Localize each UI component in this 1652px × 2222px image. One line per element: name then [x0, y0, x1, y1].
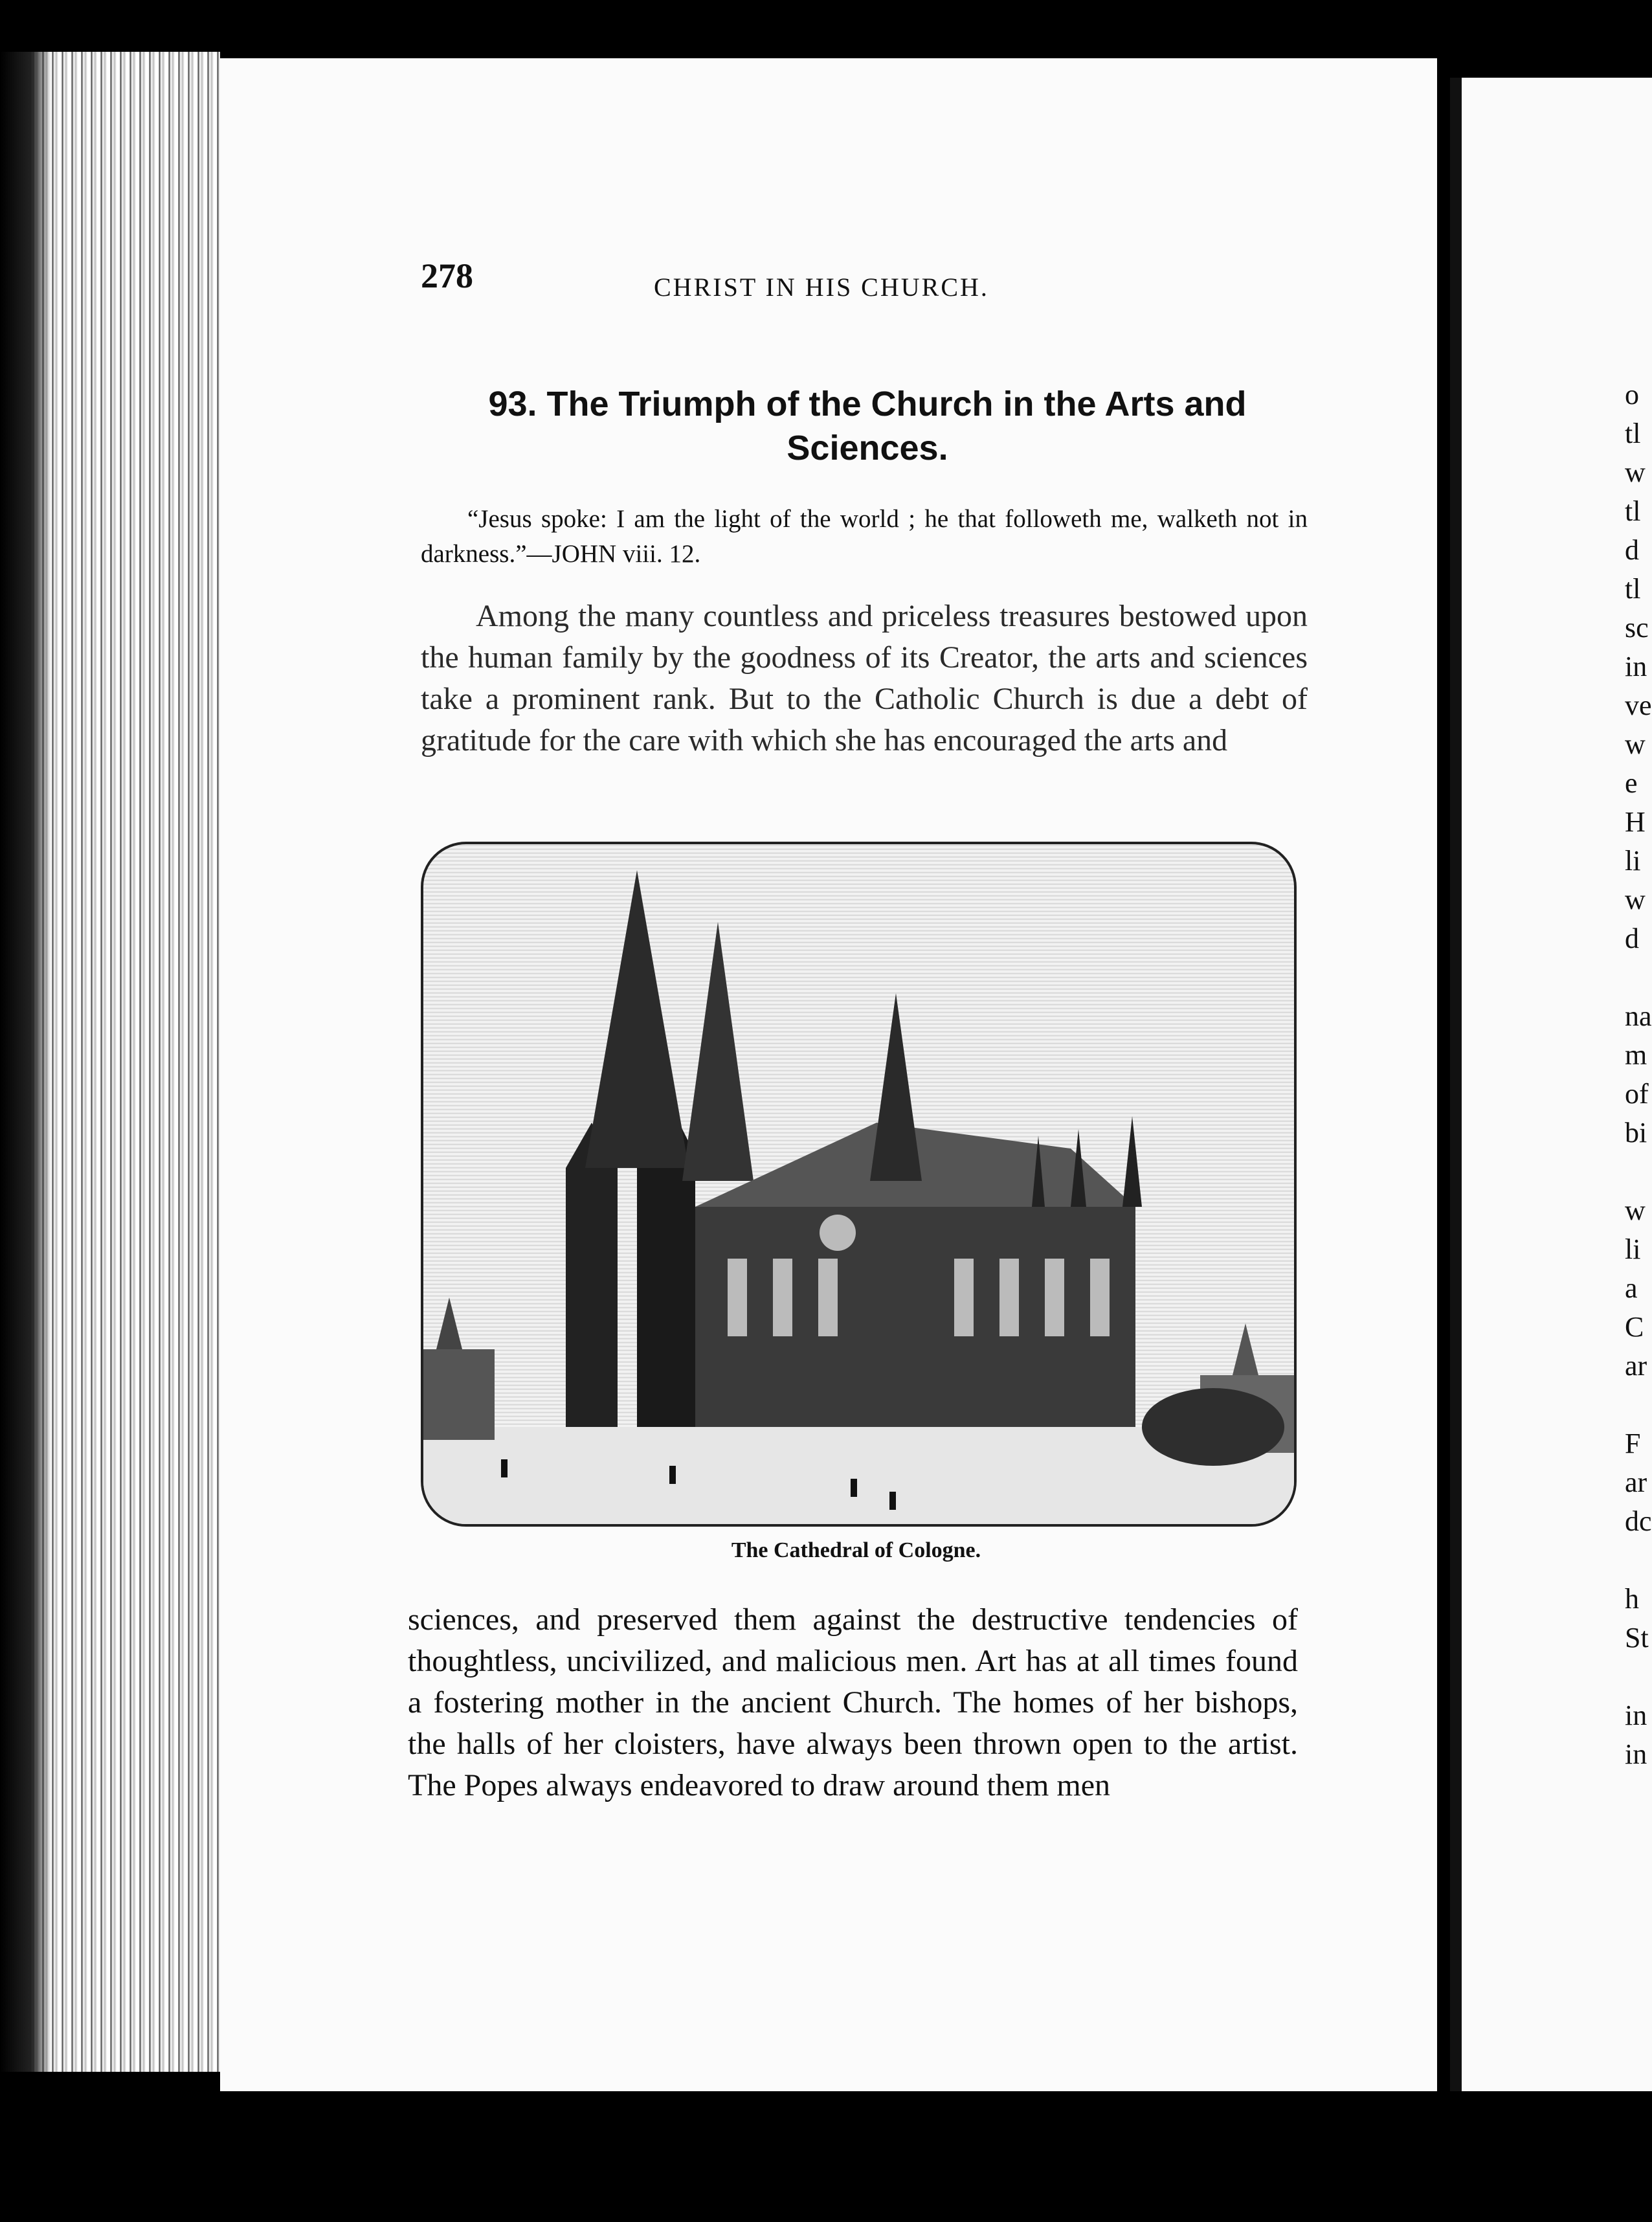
right-page-fragment: ar — [1625, 1350, 1647, 1382]
right-page-fragment: dc — [1625, 1505, 1652, 1537]
scan-border-top — [0, 0, 1652, 60]
body-paragraph-bottom: sciences, and preserved them against the destructive tendencies of thoughtless, uncivilized, and malicious men. Art has at all times found a fostering mother in the ancient Church. The homes of her bishops, the halls of her cloisters, have always been thrown open to the artist. The Popes always endeavored to draw around them men — [408, 1602, 1298, 1802]
right-page-fragment: w — [1625, 884, 1646, 915]
scan-border-bottom — [0, 2091, 1652, 2222]
right-page-fragment: in — [1625, 651, 1647, 682]
right-page-fragment — [1625, 958, 1652, 997]
right-page-fragment: in — [1625, 1700, 1647, 1731]
right-page-fragment: w — [1625, 1195, 1646, 1226]
right-page-fragment: tl — [1625, 495, 1641, 527]
right-page-text-fragments — [1625, 376, 1652, 1774]
right-page-fragment: h — [1625, 1583, 1639, 1615]
right-page — [1450, 78, 1652, 2091]
right-page-fragment: H — [1625, 806, 1646, 838]
right-page-fragment: ar — [1625, 1466, 1647, 1498]
cathedral-engraving — [423, 844, 1294, 1524]
right-page-fragment: na — [1625, 1000, 1652, 1032]
book-spine-shadow — [0, 52, 52, 2072]
right-page-fragment — [1625, 1541, 1652, 1580]
right-page-fragment: li — [1625, 1233, 1641, 1265]
right-page-fragment: sc — [1625, 612, 1649, 644]
right-page-fragment: ve — [1625, 690, 1652, 721]
right-page-fragment — [1625, 1657, 1652, 1696]
section-title: 93. The Triumph of the Church in the Arts and Sciences. — [488, 385, 1247, 467]
right-page-fragment — [1625, 1386, 1652, 1424]
page-number: 278 — [421, 256, 473, 295]
right-page-fragment: m — [1625, 1039, 1647, 1071]
right-page-fragment: St — [1625, 1622, 1649, 1654]
figure-caption: The Cathedral of Cologne. — [731, 1538, 981, 1562]
right-page-fragment: w — [1625, 728, 1646, 760]
right-page-fragment: li — [1625, 845, 1641, 877]
right-page-fragment: d — [1625, 534, 1639, 566]
running-title: CHRIST IN HIS CHURCH. — [654, 273, 989, 302]
right-page-fragment: w — [1625, 456, 1646, 488]
right-page-fragment: of — [1625, 1078, 1649, 1110]
right-page-fragment: C — [1625, 1311, 1644, 1343]
right-page-fragment: F — [1625, 1428, 1641, 1459]
right-page-fragment: tl — [1625, 573, 1641, 605]
right-page-fragment: a — [1625, 1272, 1638, 1304]
right-page-fragment — [1625, 1152, 1652, 1191]
body-paragraph-top: Among the many countless and priceless treasures bestowed upon the human family by the goodness of its Creator, the arts and sciences take a prominent rank. But to the Catholic Church is due a debt of gratitude for the care with which she has encouraged the arts and — [421, 599, 1308, 758]
right-page-fragment: bi — [1625, 1117, 1647, 1149]
right-page-fragment: d — [1625, 923, 1639, 954]
right-page-fragment: e — [1625, 767, 1638, 799]
right-page-fragment: o — [1625, 379, 1639, 410]
epigraph: “Jesus spoke: I am the light of the world ; he that followeth me, walketh not in darkness.”—JOHN viii. 12. — [421, 505, 1308, 568]
right-page-fragment: tl — [1625, 418, 1641, 449]
right-page-fragment: in — [1625, 1738, 1647, 1770]
cathedral-illustration — [421, 842, 1297, 1527]
